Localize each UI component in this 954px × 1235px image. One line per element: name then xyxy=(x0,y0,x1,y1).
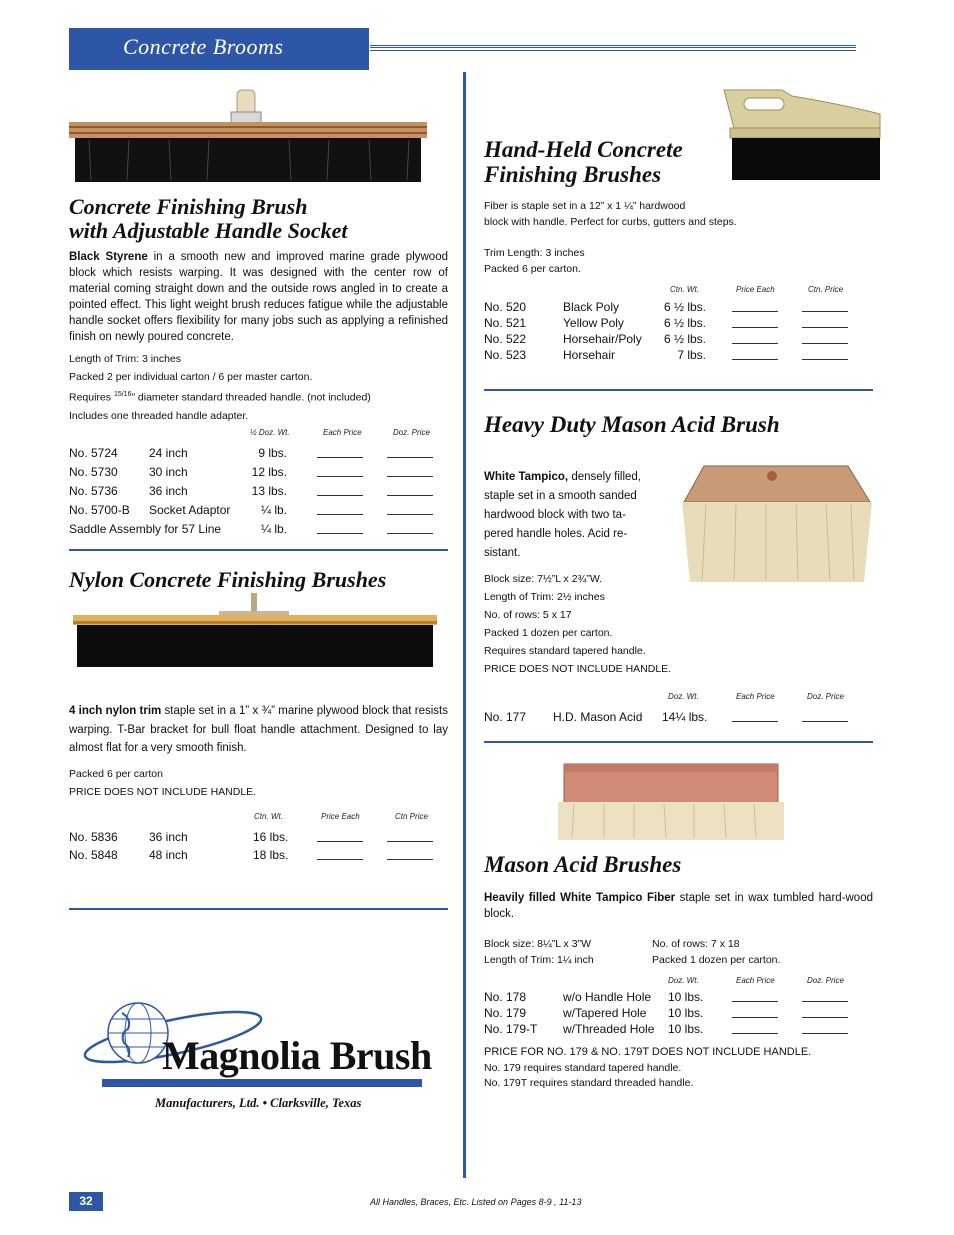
description-body: staple set in wax tumbled hard-wood block. xyxy=(484,892,873,920)
mason-acid-brush-image xyxy=(676,458,876,584)
price-blank[interactable] xyxy=(732,332,778,344)
item-desc: Black Poly xyxy=(563,300,620,314)
item-number: No. 178 xyxy=(484,990,527,1004)
banner-rule xyxy=(370,45,856,51)
col-header: Ctn. Wt. xyxy=(254,812,283,821)
nylon-brush-table xyxy=(69,830,449,866)
item-weight: 14¼ lbs. xyxy=(662,710,708,724)
price-blank[interactable] xyxy=(732,300,778,312)
col-header: Each Price xyxy=(736,692,775,701)
note: Length of Trim: 2½ inches xyxy=(484,591,605,603)
price-blank[interactable] xyxy=(387,465,433,477)
item-desc: 30 inch xyxy=(149,465,188,479)
mason-brushes-notes-right xyxy=(652,936,780,968)
table-row xyxy=(69,830,449,848)
col-header: Each Price xyxy=(323,428,362,437)
table-row xyxy=(484,1006,874,1022)
item-number: Saddle Assembly for 57 Line xyxy=(69,522,222,536)
mason-acid-brush-description xyxy=(484,468,656,563)
table-row xyxy=(69,484,449,503)
hand-held-brush-image xyxy=(720,86,885,188)
item-number: No. 5700-B xyxy=(69,503,130,517)
note: Length of Trim: 1¼ inch xyxy=(484,954,594,966)
item-weight: 13 lbs. xyxy=(251,484,287,498)
item-number: No. 520 xyxy=(484,300,527,314)
nylon-brush-title: Nylon Concrete Finishing Brushes xyxy=(69,567,387,592)
col-header: Doz. Wt. xyxy=(668,692,699,701)
item-desc: 24 inch xyxy=(149,446,188,460)
description-body: staple set in a 1” x ¾” marine plywood block that resists warping. T-Bar bracket for bull float handle attachment. Designed to lay almost flat for a very smooth finish. xyxy=(69,705,448,754)
table-header xyxy=(0,692,954,704)
price-blank[interactable] xyxy=(317,465,363,477)
item-weight: 12 lbs. xyxy=(251,465,287,479)
item-weight: 9 lbs. xyxy=(258,446,287,460)
note-part: Requires xyxy=(69,391,114,404)
note: Block size: 8¼”L x 3”W xyxy=(484,938,591,950)
item-number: No. 5730 xyxy=(69,465,118,479)
section-rule xyxy=(484,389,873,391)
price-blank[interactable] xyxy=(387,503,433,515)
price-blank[interactable] xyxy=(802,348,848,360)
page-number: 32 xyxy=(69,1192,103,1211)
price-blank[interactable] xyxy=(387,484,433,496)
note: PRICE DOES NOT INCLUDE HANDLE. xyxy=(69,786,257,798)
price-blank[interactable] xyxy=(732,316,778,328)
item-weight: 10 lbs. xyxy=(668,990,704,1004)
adjustable-socket-notes xyxy=(69,350,449,425)
column-divider xyxy=(463,72,466,1178)
table-row xyxy=(69,465,449,484)
item-number: No. 5848 xyxy=(69,848,118,862)
table-row xyxy=(69,503,449,522)
item-desc: 36 inch xyxy=(149,484,188,498)
item-number: No. 5836 xyxy=(69,830,118,844)
item-weight: 10 lbs. xyxy=(668,1022,704,1036)
price-blank[interactable] xyxy=(387,446,433,458)
mason-brushes-table xyxy=(484,990,874,1038)
col-header: Price Each xyxy=(736,285,775,294)
price-blank[interactable] xyxy=(732,990,778,1002)
table-row xyxy=(69,522,449,541)
item-desc: Socket Adaptor xyxy=(149,503,231,517)
price-blank[interactable] xyxy=(317,484,363,496)
note: Block size: 7½”L x 2¾”W. xyxy=(484,573,603,585)
description-line: staple set in a smooth sanded xyxy=(484,490,637,502)
note: Packed 2 per individual carton / 6 per master carton. xyxy=(69,371,313,383)
hand-held-notes xyxy=(484,245,585,277)
table-row xyxy=(69,848,449,866)
footnote: No. 179 requires standard tapered handle. xyxy=(484,1062,682,1074)
item-desc: w/o Handle Hole xyxy=(563,990,652,1004)
title-line: Finishing Brushes xyxy=(484,161,662,187)
table-row xyxy=(484,332,874,348)
title-line: with Adjustable Handle Socket xyxy=(69,217,348,243)
note: No. of rows: 5 x 17 xyxy=(484,609,572,621)
mason-brushes-image xyxy=(554,762,786,842)
mason-acid-brush-notes xyxy=(484,570,671,678)
table-row xyxy=(484,710,874,729)
item-desc: 48 inch xyxy=(149,848,188,862)
item-desc: Yellow Poly xyxy=(563,316,624,330)
adjustable-socket-description xyxy=(69,249,448,345)
item-number: No. 522 xyxy=(484,332,527,346)
col-header: Price Each xyxy=(321,812,360,821)
hand-held-table xyxy=(484,300,874,364)
note: Packed 1 dozen per carton. xyxy=(484,627,613,639)
item-number: No. 5736 xyxy=(69,484,118,498)
price-blank[interactable] xyxy=(802,300,848,312)
note: Packed 6 per carton xyxy=(69,768,163,780)
price-blank[interactable] xyxy=(732,348,778,360)
section-rule xyxy=(69,549,448,551)
col-header: Each Price xyxy=(736,976,775,985)
item-number: No. 177 xyxy=(484,710,527,724)
item-weight: 18 lbs. xyxy=(253,848,289,862)
description-line: Fiber is staple set in a 12” x 1 ¼” hardwood xyxy=(484,200,686,212)
mason-brushes-title: Mason Acid Brushes xyxy=(484,852,682,877)
item-desc: 36 inch xyxy=(149,830,188,844)
price-blank[interactable] xyxy=(387,848,433,860)
title-line: Concrete Finishing Brush xyxy=(69,194,308,219)
section-rule xyxy=(484,741,873,743)
item-weight: ¼ lb. xyxy=(260,503,287,517)
mason-brushes-description xyxy=(484,890,873,922)
mason-brushes-footnotes xyxy=(484,1045,811,1091)
price-blank[interactable] xyxy=(802,1006,848,1018)
table-header xyxy=(0,812,954,824)
nylon-brush-notes xyxy=(69,765,256,801)
note-part: ” diameter standard threaded handle. (not included) xyxy=(131,391,371,404)
logo-name: Magnolia Brush xyxy=(162,1033,432,1078)
item-desc: Horsehair xyxy=(563,348,616,362)
price-blank[interactable] xyxy=(387,830,433,842)
item-weight: ¼ lb. xyxy=(260,522,287,536)
description-line xyxy=(484,468,656,487)
mason-brushes-notes-left xyxy=(484,936,594,968)
description-body: in a smooth new and improved marine grade plywood block which resists warping. It was designed with the center row of material coming straight down and the outside rows angled in to create a pointed effect. This light weight brush reduces fatigue while the adjustable handle socket offers flexibility for many jobs such as applying a refinished finish on newly poured concrete. xyxy=(69,251,448,343)
price-blank[interactable] xyxy=(317,503,363,515)
price-blank[interactable] xyxy=(732,1022,778,1034)
note-fraction: 15/16 xyxy=(113,391,132,398)
description-lead: 4 inch nylon trim xyxy=(69,705,162,717)
hand-held-description xyxy=(484,198,737,230)
note: Packed 6 per carton. xyxy=(484,263,581,275)
price-blank[interactable] xyxy=(317,830,363,842)
table-row xyxy=(484,990,874,1006)
item-weight: 6 ½ lbs. xyxy=(663,300,706,314)
table-row xyxy=(484,316,874,332)
table-header xyxy=(0,285,954,297)
title-line: Hand-Held Concrete xyxy=(484,137,683,162)
note: Requires standard tapered handle. xyxy=(484,645,646,657)
description-line: block with handle. Perfect for curbs, gutters and steps. xyxy=(484,216,737,228)
banner-title: Concrete Brooms xyxy=(123,34,284,59)
item-number: No. 521 xyxy=(484,316,527,330)
description-line: hardwood block with two ta- xyxy=(484,509,626,521)
logo-tagline: Manufacturers, Ltd. • Clarksville, Texas xyxy=(155,1096,362,1110)
col-header: Ctn. Price xyxy=(808,285,844,294)
price-blank[interactable] xyxy=(802,316,848,328)
item-weight: 6 ½ lbs. xyxy=(663,332,706,346)
section-banner xyxy=(69,28,369,70)
item-desc: w/Threaded Hole xyxy=(563,1022,655,1036)
mason-acid-brush-title: Heavy Duty Mason Acid Brush xyxy=(484,412,780,437)
col-header: Doz. Price xyxy=(807,976,844,985)
footnote: No. 179T requires standard threaded handle. xyxy=(484,1077,694,1089)
item-number: No. 179-T xyxy=(484,1022,538,1036)
price-blank[interactable] xyxy=(387,522,433,534)
note: No. of rows: 7 x 18 xyxy=(652,938,740,950)
price-blank[interactable] xyxy=(317,848,363,860)
hand-held-title xyxy=(484,138,724,188)
note: Includes one threaded handle adapter. xyxy=(69,409,249,422)
section-rule xyxy=(69,908,448,910)
item-number: No. 179 xyxy=(484,1006,527,1020)
description-part: densely filled, xyxy=(568,471,641,483)
item-desc: H.D. Mason Acid xyxy=(553,710,643,724)
table-header xyxy=(0,976,954,988)
description-lead: White Tampico, xyxy=(484,471,569,483)
price-blank[interactable] xyxy=(732,710,778,722)
note: PRICE DOES NOT INCLUDE HANDLE. xyxy=(484,663,672,675)
description-lead: Black Styrene xyxy=(69,251,148,263)
nylon-brush-description xyxy=(69,702,448,758)
table-row xyxy=(69,446,449,465)
price-blank[interactable] xyxy=(732,1006,778,1018)
note: Length of Trim: 3 inches xyxy=(69,353,182,365)
description-line: sistant. xyxy=(484,547,521,559)
note: Packed 1 dozen per carton. xyxy=(652,954,781,966)
item-weight: 16 lbs. xyxy=(253,830,289,844)
note xyxy=(69,386,449,407)
price-blank[interactable] xyxy=(317,522,363,534)
footnote: PRICE FOR NO. 179 & NO. 179T DOES NOT INCLUDE HANDLE. xyxy=(484,1046,812,1058)
price-blank[interactable] xyxy=(317,446,363,458)
item-weight: 6 ½ lbs. xyxy=(663,316,706,330)
footer-note: All Handles, Braces, Etc. Listed on Pages 8-9 , 11-13 xyxy=(370,1197,582,1207)
col-header: Doz. Wt. xyxy=(668,976,699,985)
col-header: ½ Doz. Wt. xyxy=(250,428,290,437)
table-row xyxy=(484,1022,874,1038)
price-blank[interactable] xyxy=(802,1022,848,1034)
table-row xyxy=(484,300,874,316)
item-number: No. 5724 xyxy=(69,446,118,460)
description-lead: Heavily filled White Tampico Fiber xyxy=(484,892,676,904)
col-header: Ctn Price xyxy=(395,812,428,821)
nylon-brush-image xyxy=(69,593,441,671)
col-header: Doz. Price xyxy=(807,692,844,701)
col-header: Doz. Price xyxy=(393,428,430,437)
item-weight: 10 lbs. xyxy=(668,1006,704,1020)
item-desc: w/Tapered Hole xyxy=(563,1006,647,1020)
adjustable-socket-brush-image xyxy=(69,88,429,183)
col-header: Ctn. Wt. xyxy=(670,285,699,294)
item-number: No. 523 xyxy=(484,348,527,362)
price-blank[interactable] xyxy=(802,990,848,1002)
item-weight: 7 lbs. xyxy=(677,348,706,362)
table-row xyxy=(484,348,874,364)
description-line: pered handle holes. Acid re- xyxy=(484,528,628,540)
item-desc: Horsehair/Poly xyxy=(563,332,642,346)
note: Trim Length: 3 inches xyxy=(484,247,585,259)
adjustable-socket-title xyxy=(69,195,449,243)
price-blank[interactable] xyxy=(802,710,848,722)
adjustable-socket-table xyxy=(69,446,449,541)
mason-acid-brush-table xyxy=(484,710,874,729)
price-blank[interactable] xyxy=(802,332,848,344)
